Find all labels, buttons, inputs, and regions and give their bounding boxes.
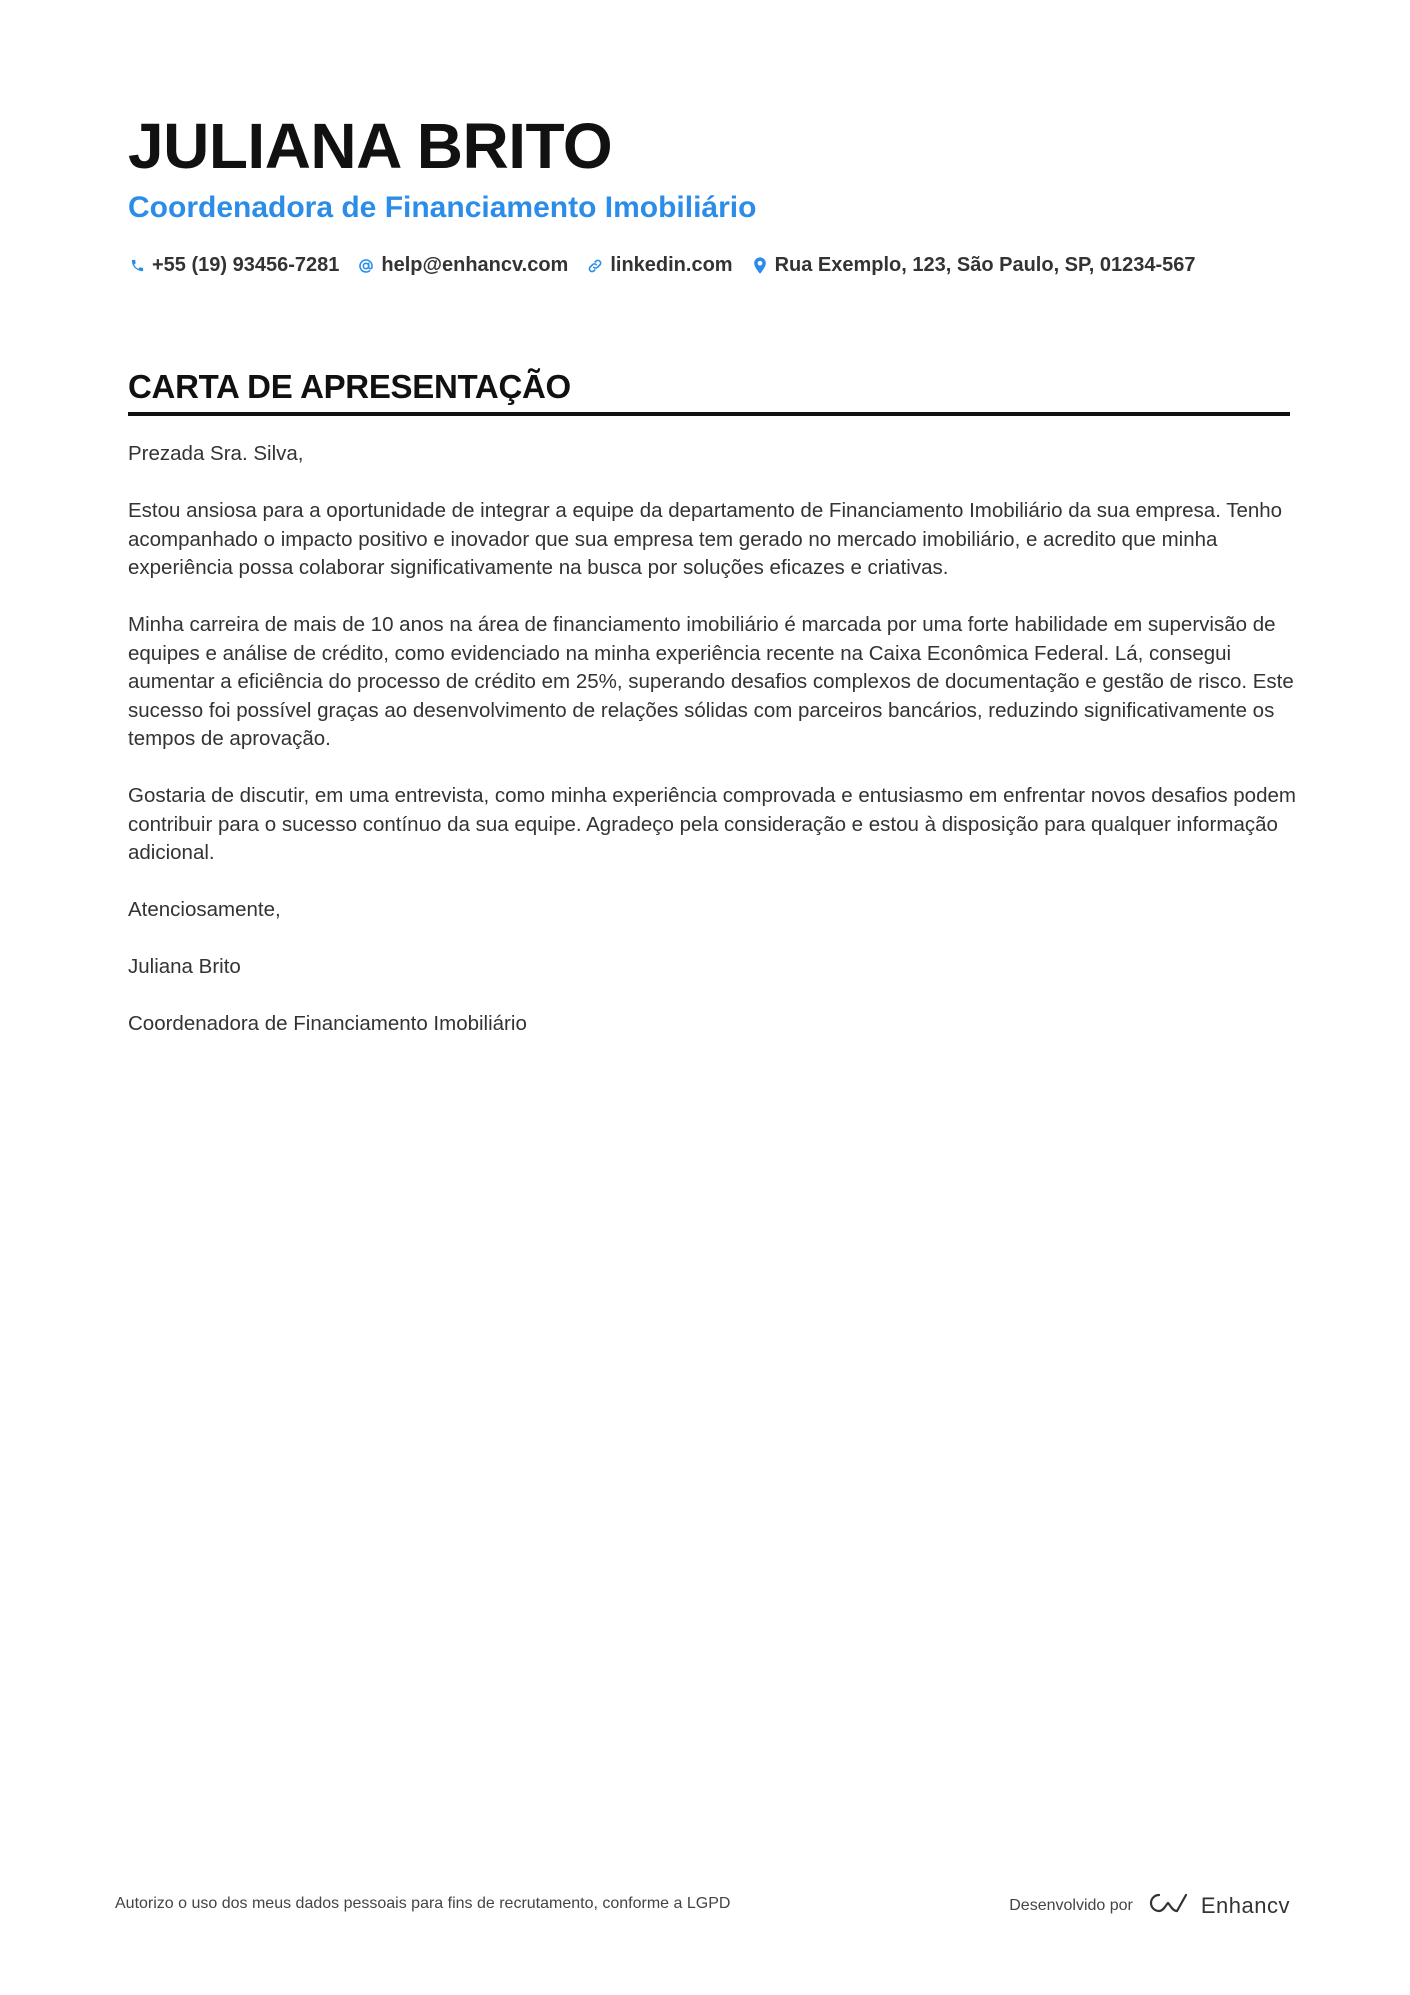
phone-icon	[128, 257, 146, 275]
contact-email[interactable]	[357, 254, 568, 277]
letter-body	[128, 440, 1298, 1067]
candidate-name: JULIANA BRITO	[128, 110, 613, 182]
letter-paragraph-1: Estou ansiosa para a oportunidade de integrar a equipe da departamento de Financiamento Imobiliário da sua empresa. Tenho acompanhado o impacto positivo e inovador que sua empresa tem gerado no mercado imobiliário, e acredito que minha experiência possa colaborar significativamente na busca por soluções eficazes e criativas.	[128, 499, 1283, 579]
contact-linkedin[interactable]	[586, 254, 732, 277]
map-pin-icon	[751, 257, 769, 275]
brand-logo[interactable]	[1145, 1890, 1290, 1922]
contact-phone	[128, 254, 339, 277]
powered-by[interactable]	[1009, 1890, 1290, 1922]
email-text: help@enhancv.com	[381, 254, 569, 276]
address-text: Rua Exemplo, 123, São Paulo, SP, 01234-567	[774, 254, 1196, 276]
link-icon	[586, 257, 604, 275]
section-title: CARTA DE APRESENTAÇÃO	[128, 366, 1290, 416]
candidate-role: Coordenadora de Financiamento Imobiliário	[128, 191, 757, 224]
signature-name: Juliana Brito	[128, 955, 241, 978]
phone-text: +55 (19) 93456-7281	[152, 254, 340, 276]
consent-note: Autorizo o uso dos meus dados pessoais para fins de recrutamento, conforme a LGPD	[115, 1895, 731, 1912]
enhancv-logo-icon	[1145, 1890, 1191, 1922]
letter-paragraph-3: Gostaria de discutir, em uma entrevista, como minha experiência comprovada e entusiasmo em enfrentar novos desafios podem contribuir para o sucesso contínuo da sua equipe. Agradeço pela consideração e estou à disposição para qualquer informação adicional.	[128, 784, 1296, 864]
header	[128, 108, 1288, 277]
linkedin-text: linkedin.com	[610, 254, 733, 276]
powered-by-label: Desenvolvido por	[1009, 1897, 1133, 1914]
contact-bar	[128, 254, 1288, 277]
letter-greeting: Prezada Sra. Silva,	[128, 442, 304, 465]
at-icon	[357, 257, 375, 275]
signature-role: Coordenadora de Financiamento Imobiliário	[128, 1012, 527, 1035]
contact-address	[751, 254, 1196, 277]
brand-name: Enhancv	[1200, 1893, 1290, 1918]
letter-closing: Atenciosamente,	[128, 898, 281, 921]
letter-paragraph-2: Minha carreira de mais de 10 anos na área de financiamento imobiliário é marcada por uma forte habilidade em supervisão de equipes e análise de crédito, como evidenciado na minha experiência recente na Caixa Econômica Federal. Lá, consegui aumentar a eficiência do processo de crédito em 25%, superando desafios complexos de documentação e gestão de risco. Este sucesso foi possível graças ao desenvolvimento de relações sólidas com parceiros bancários, reduzindo significativamente os tempos de aprovação.	[128, 613, 1294, 750]
